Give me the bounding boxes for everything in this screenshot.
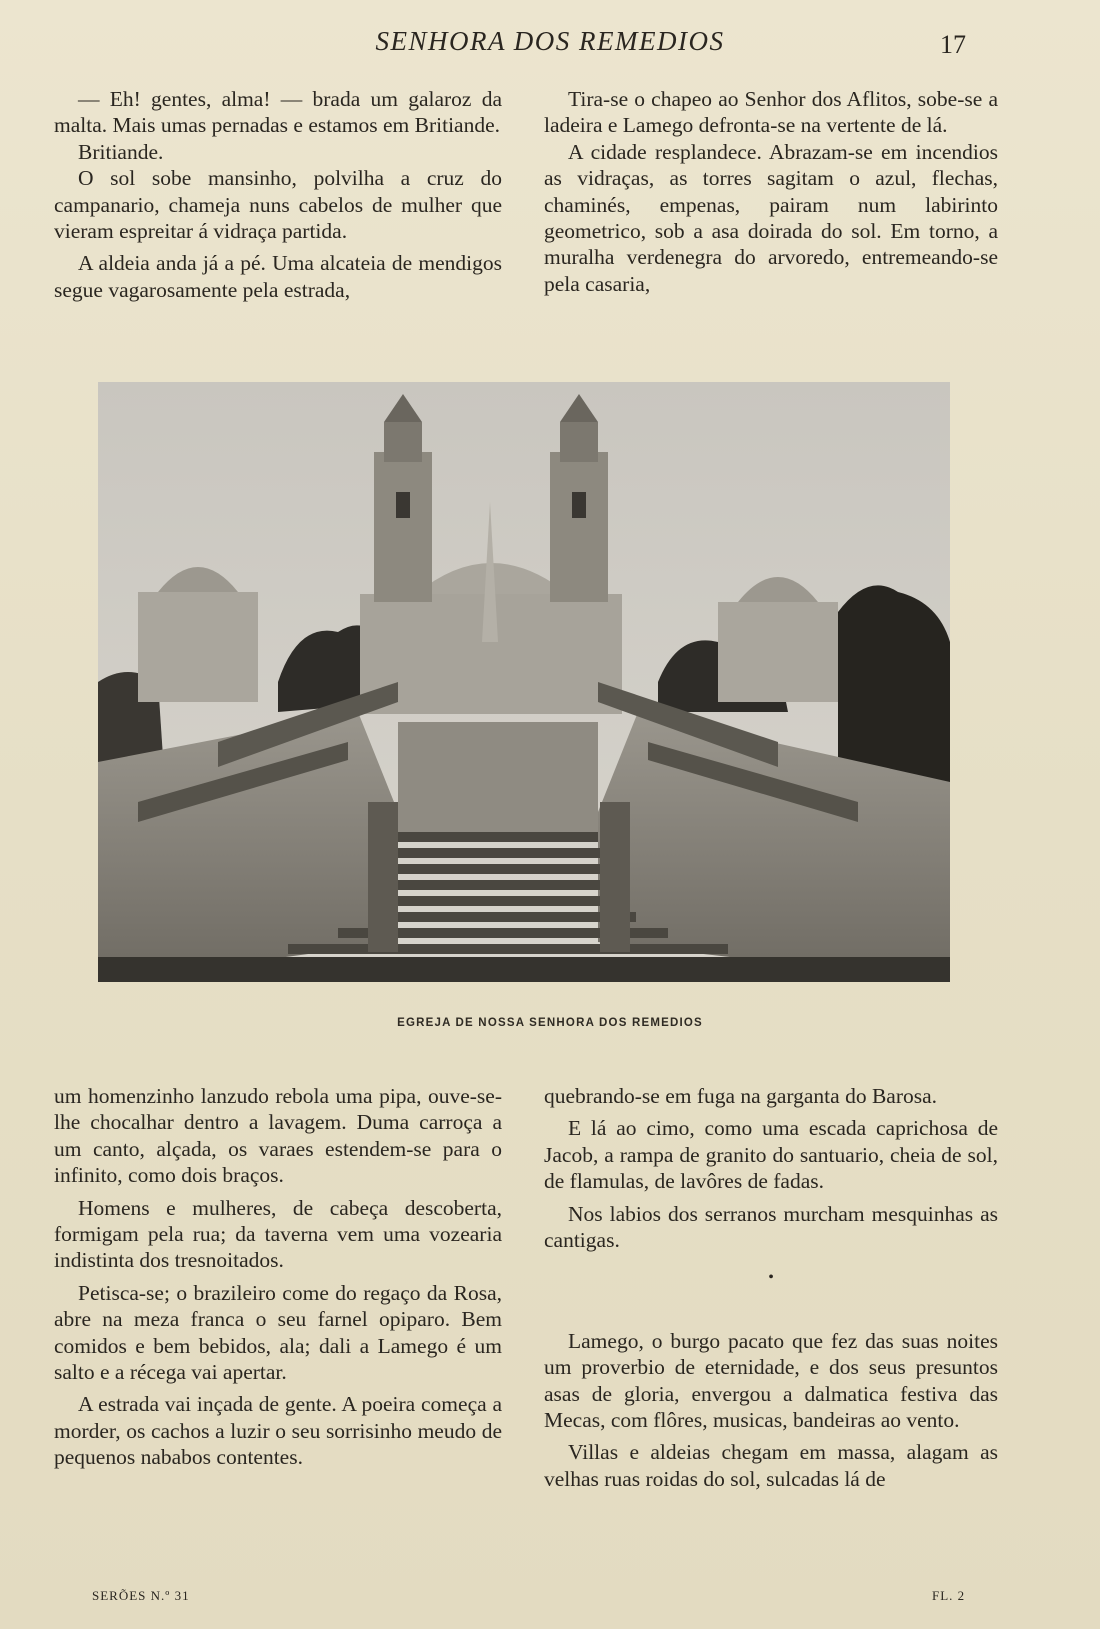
bottom-right-column: [544, 1083, 998, 1492]
paragraph: um homenzinho lanzudo rebola uma pipa, ouve-se-lhe chocalhar dentro a lavagem. Duma carroça a um canto, alçada, os varaes estendem-se para o infinito, como dois braços.: [54, 1084, 502, 1188]
paragraph: O sol sobe mansinho, polvilha a cruz do campanario, chameja nuns cabelos de mulher que vieram espreitar á vidraça partida.: [54, 166, 502, 244]
paragraph: E lá ao cimo, como uma escada caprichosa de Jacob, a rampa de granito do santuario, cheia de sol, de flamulas, de lavôres de fadas.: [544, 1116, 998, 1194]
paragraph: Homens e mulheres, de cabeça descoberta, formigam pela rua; da taverna vem uma vozearia indistinta dos tresnoitados.: [54, 1195, 502, 1273]
church-photograph: [98, 382, 950, 982]
running-title: SENHORA DOS REMEDIOS: [375, 26, 725, 56]
footer-issue: SERÕES N.º 31: [92, 1588, 190, 1603]
paragraph: Tira-se o chapeo ao Senhor dos Aflitos, sobe-se a ladeira e Lamego defronta-se na vertente de lá.: [544, 87, 998, 138]
paragraph: — Eh! gentes, alma! — brada um galaroz da malta. Mais umas pernadas e estamos em Britiande.: [54, 87, 502, 138]
page-number: 17: [940, 30, 966, 59]
paragraph: A aldeia anda já a pé. Uma alcateia de mendigos segue vagarosamente pela estrada,: [54, 251, 502, 302]
section-separator: •: [768, 1269, 774, 1287]
bottom-left-column: [54, 1083, 502, 1471]
footer-signature: FL. 2: [932, 1588, 966, 1603]
paragraph: A cidade resplandece. Abrazam-se em incendios as vidraças, as torres sagitam o azul, flechas, chaminés, empenas, pairam num labirinto geometrico, sob a asa doirada do sol. Em torno, a muralha verdenegra do arvoredo, entremeando-se pela casaria,: [544, 139, 998, 296]
top-right-column: [544, 86, 998, 297]
paragraph: Petisca-se; o brazileiro come do regaço da Rosa, abre na meza franca o seu farnel opiparo. Bem comidos e bem bebidos, ala; dali a Lamego é um salto e a récega vai apertar.: [54, 1280, 502, 1385]
top-left-column: [54, 86, 502, 303]
paragraph: Nos labios dos serranos murcham mesquinhas as cantigas.: [544, 1201, 998, 1253]
paragraph: A estrada vai inçada de gente. A poeira começa a morder, os cachos a luzir o seu sorrisinho meudo de pequenos nababos contentes.: [54, 1392, 502, 1470]
paragraph: Britiande.: [78, 139, 164, 164]
paragraph: quebrando-se em fuga na garganta do Barosa.: [544, 1084, 938, 1108]
figure-caption: EGREJA DE NOSSA SENHORA DOS REMEDIOS: [397, 1017, 703, 1029]
paragraph: Lamego, o burgo pacato que fez das suas noites um proverbio de eternidade, e dos seus presuntos asas de gloria, envergou a dalmatica festiva das Mecas, com flôres, musicas, bandeiras ao vento.: [544, 1328, 998, 1433]
paragraph: Villas e aldeias chegam em massa, alagam as velhas ruas roidas do sol, sulcadas lá de: [544, 1440, 998, 1491]
